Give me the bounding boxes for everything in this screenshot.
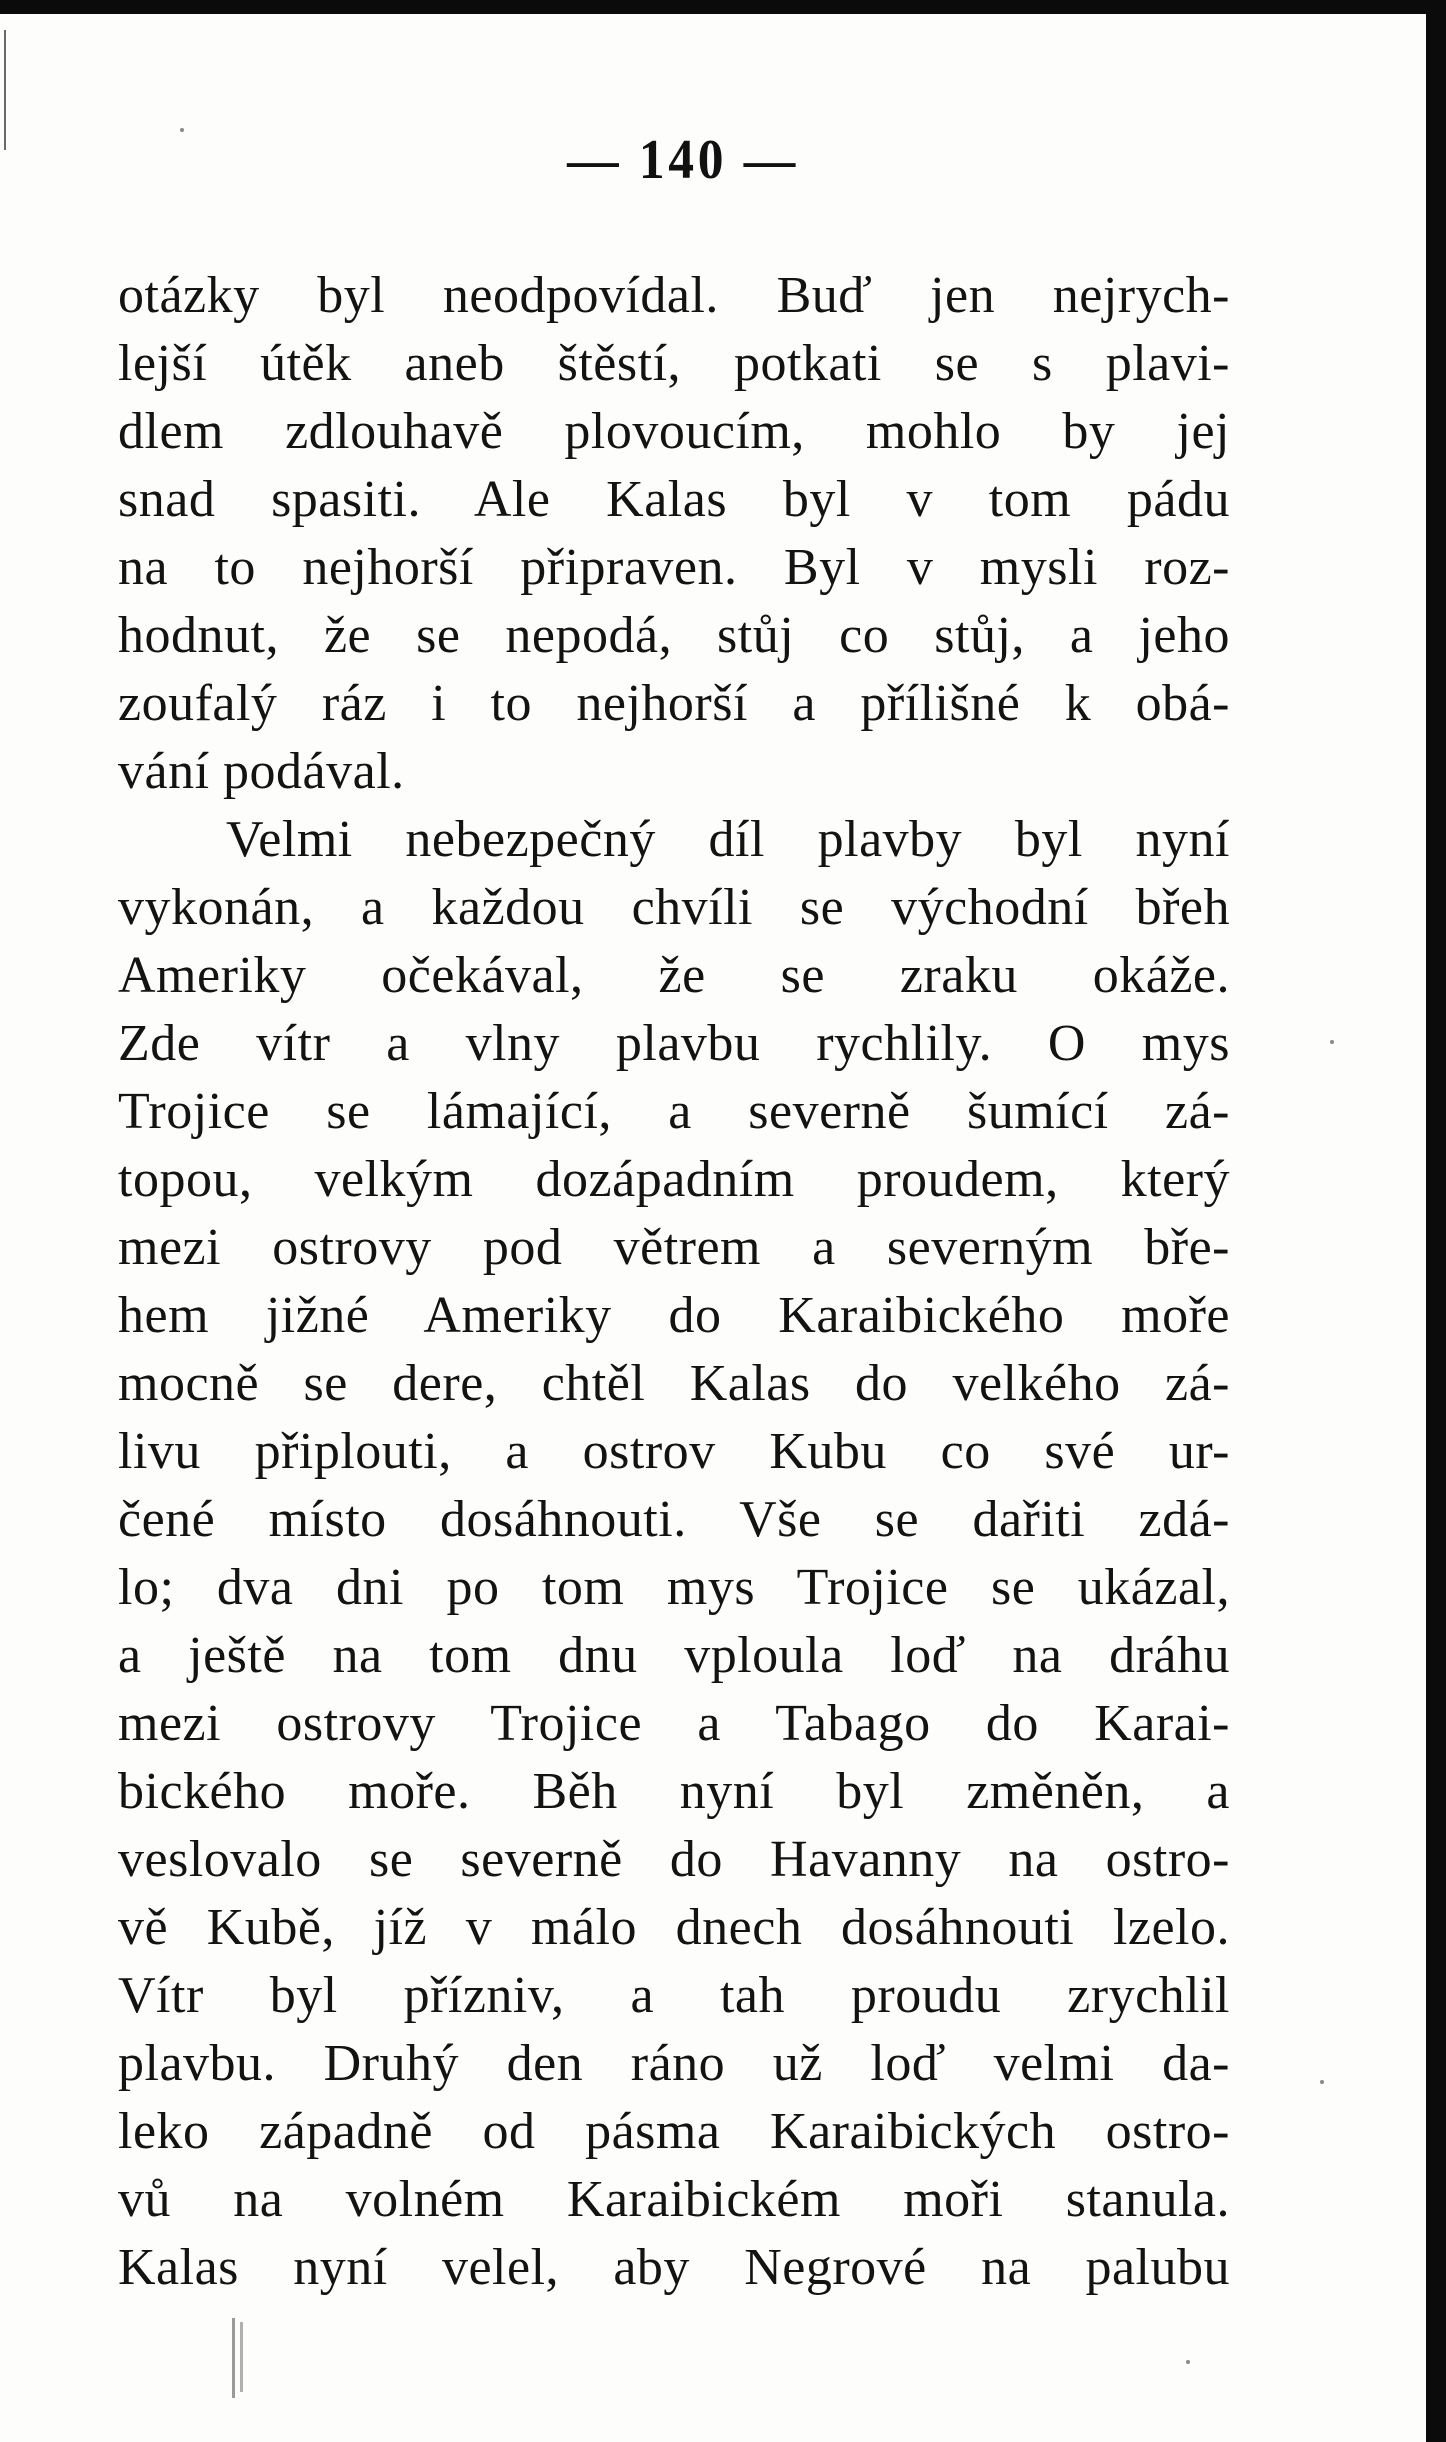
- text-line: plavbu. Druhý den ráno už loď velmi da-: [118, 2035, 1230, 2092]
- text-line: vů na volném Karaibickém moři stanula.: [118, 2171, 1230, 2228]
- text-line: hem jižné Ameriky do Karaibického moře: [118, 1287, 1230, 1344]
- text-line: leko západně od pásma Karaibických ostro-: [118, 2103, 1230, 2160]
- text-line: vě Kubě, jíž v málo dnech dosáhnouti lzelo.: [118, 1899, 1230, 1956]
- scan-border-top: [0, 0, 1446, 14]
- text-line: Velmi nebezpečný díl plavby byl nyní: [226, 811, 1230, 868]
- text-line: vání podával.: [118, 743, 405, 800]
- text-line: Kalas nyní velel, aby Negrové na palubu: [118, 2239, 1230, 2296]
- scan-border-right: [1426, 0, 1446, 2442]
- scan-edge-line: [4, 30, 6, 150]
- text-line: lo; dva dni po tom mys Trojice se ukázal,: [118, 1559, 1230, 1616]
- scan-speck: [1320, 2080, 1324, 2084]
- text-line: Trojice se lámající, a severně šumící zá-: [118, 1083, 1230, 1140]
- text-line: lejší útěk aneb štěstí, potkati se s plavi-: [118, 335, 1230, 392]
- text-line: veslovalo se severně do Havanny na ostro-: [118, 1831, 1230, 1888]
- text-line: Zde vítr a vlny plavbu rychlily. O mys: [118, 1015, 1230, 1072]
- text-line: hodnut, že se nepodá, stůj co stůj, a jeho: [118, 607, 1230, 664]
- text-line: zoufalý ráz i to nejhorší a přílišné k obá-: [118, 675, 1230, 732]
- page-number: — 140 —: [567, 129, 799, 191]
- text-line: čené místo dosáhnouti. Vše se dařiti zdá-: [118, 1491, 1230, 1548]
- text-line: livu připlouti, a ostrov Kubu co své ur-: [118, 1423, 1230, 1480]
- text-line: topou, velkým dozápadním proudem, který: [118, 1151, 1230, 1208]
- text-line: bického moře. Běh nyní byl změněn, a: [118, 1763, 1230, 1820]
- scan-speck: [1186, 2360, 1190, 2364]
- scan-artifact: [232, 2318, 235, 2398]
- text-line: Vítr byl přízniv, a tah proudu zrychlil: [118, 1967, 1230, 2024]
- text-line: Ameriky očekával, že se zraku okáže.: [118, 947, 1230, 1004]
- body-text: [118, 262, 1230, 2302]
- text-line: snad spasiti. Ale Kalas byl v tom pádu: [118, 471, 1230, 528]
- scan-artifact: [240, 2322, 243, 2392]
- text-line: vykonán, a každou chvíli se východní břeh: [118, 879, 1230, 936]
- text-line: a ještě na tom dnu vploula loď na dráhu: [118, 1627, 1230, 1684]
- text-line: otázky byl neodpovídal. Buď jen nejrych-: [118, 267, 1230, 324]
- text-line: na to nejhorší připraven. Byl v mysli roz-: [118, 539, 1230, 596]
- text-line: mezi ostrovy Trojice a Tabago do Karai-: [118, 1695, 1230, 1752]
- scan-speck: [1330, 1040, 1334, 1044]
- text-line: dlem zdlouhavě plovoucím, mohlo by jej: [118, 403, 1230, 460]
- text-line: mocně se dere, chtěl Kalas do velkého zá-: [118, 1355, 1230, 1412]
- text-line: mezi ostrovy pod větrem a severným bře-: [118, 1219, 1230, 1276]
